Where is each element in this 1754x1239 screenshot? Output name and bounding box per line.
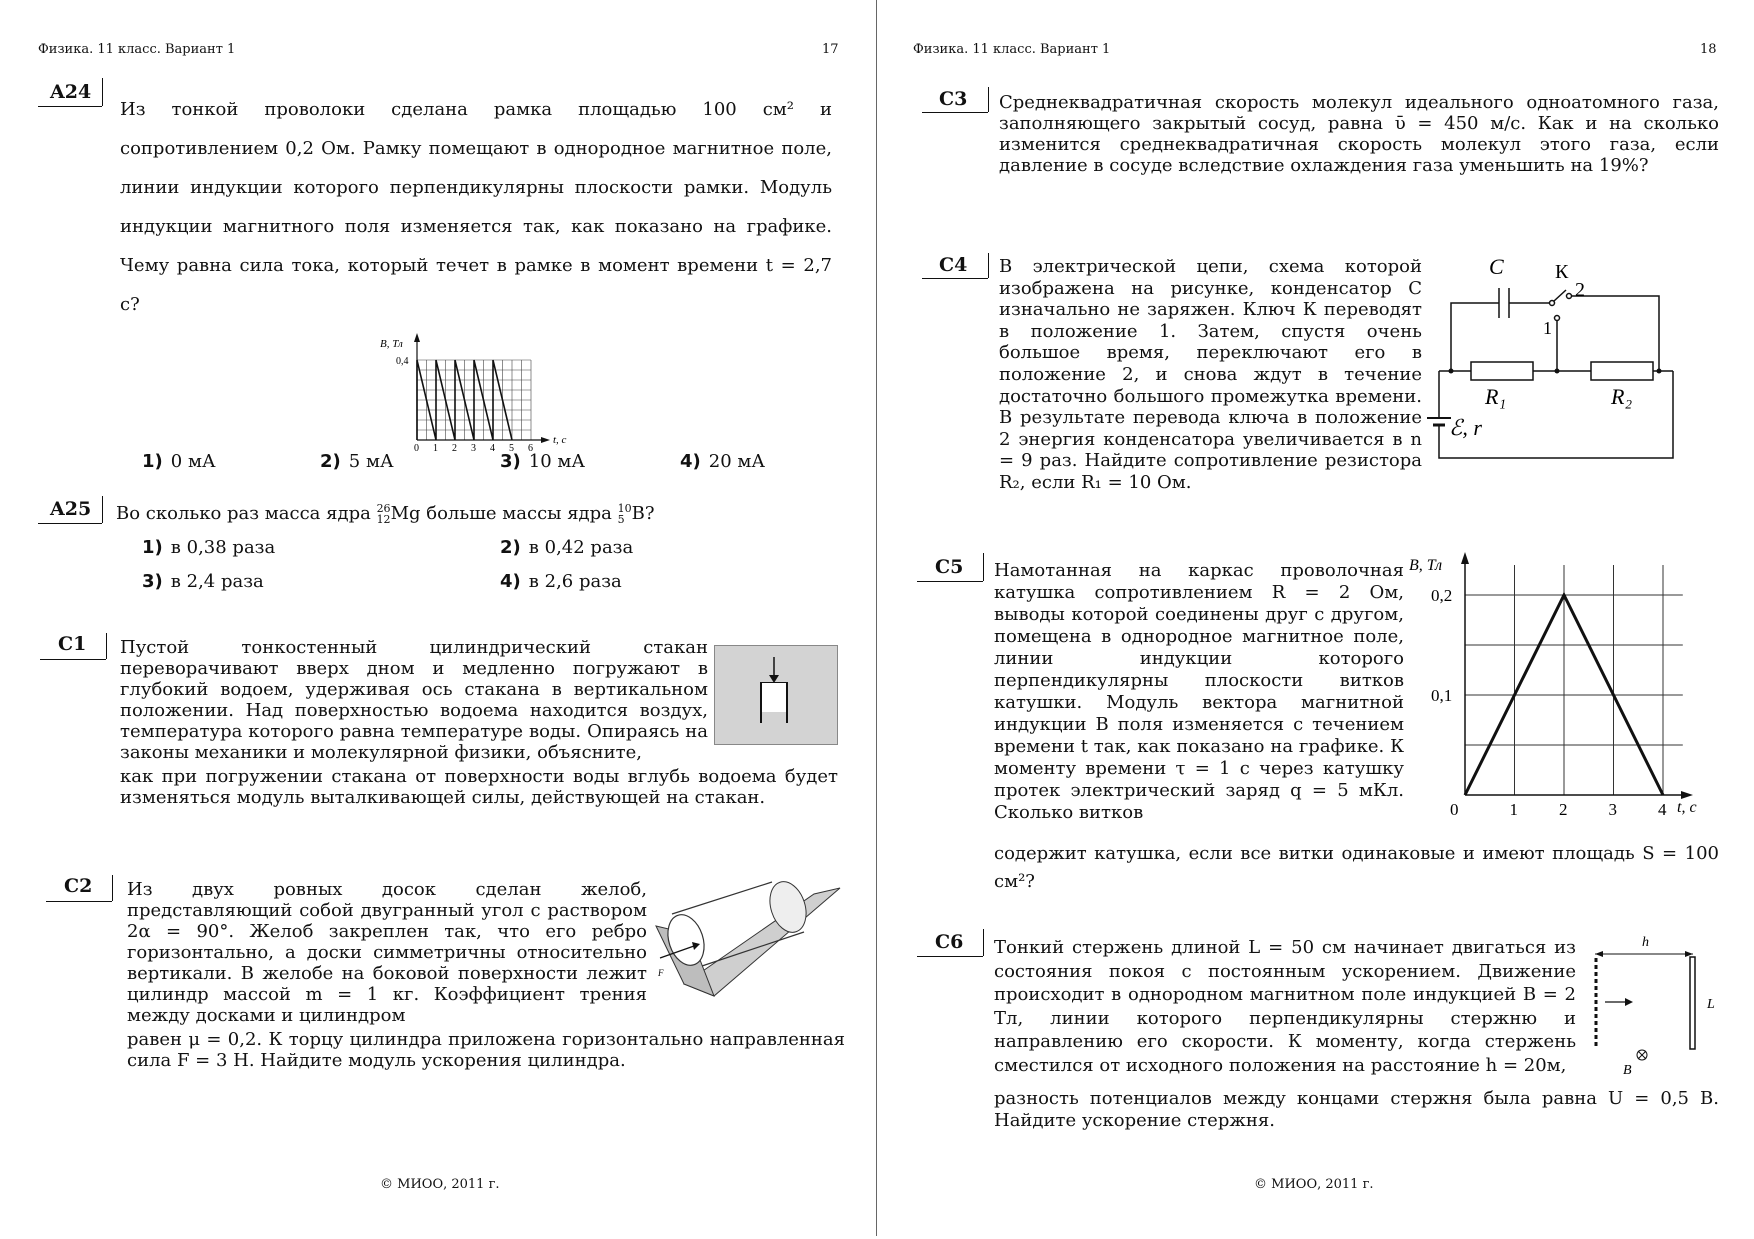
label-bar [106,633,107,659]
length-label: L [1707,997,1715,1012]
y-tick-label: 0,4 [396,356,409,367]
glass-in-water-figure [714,645,838,745]
a24-xlabel: t, с [553,434,567,446]
label-underline [917,581,983,582]
capacitor-label: C [1489,254,1504,279]
y-tick-label: 0,2 [1431,586,1453,605]
option-text: 10 мА [528,451,586,472]
option-number: 1) [142,451,163,472]
question-label: C2 [64,875,93,897]
c5-graph [1405,552,1727,822]
question-text-bottom: равен μ = 0,2. К торцу цилиндра приложена горизонтально направленная сила F = 3 Н. Найдите модуль ускорения цилиндра. [127,1029,845,1071]
x-tick-label: 4 [1658,800,1667,819]
question-text: Из тонкой проволоки сделана рамка площадью 100 см² и сопротивлением 0,2 Ом. Рамку помещают в однородное магнитное поле, линии индукции которого перпендикулярны плоскости рамки. Модуль индукции магнитного поля изменяется так, как показано на графике. Чему равна сила тока, который течет в рамке в момент времени t = 2,7 с? [120,99,832,315]
question-text-top: Тонкий стержень длиной L = 50 см начинает двигаться из состояния покоя с постоянным ускорением. Движение происходит в однородном магнитном поле индукцией B = 2 Тл, линии которого перпендикулярны стержню и направлению его скорости. К моменту, когда стержень сместился от исходного положения на расстояние h = 20м, [994,937,1576,1076]
question-text-top: Пустой тонкостенный цилиндрический стакан переворачивают вверх дном и медленно погружают в глубокий водоем, удерживая ось стакана в вертикальном положении. Над поверхностью водоема находится воздух, температура которого равна температуре воды. Опираясь на законы механики и молекулярной физики, объясните, [120,637,708,763]
option-number: 4) [680,451,701,472]
question-text: В электрической цепи, схема которой изображена на рисунке, конденсатор С изначально не заряжен. Ключ К переводят в положение 1. Затем, спустя очень большое время, переключают его в положение 2, и снова ждут в течение достаточно большого промежутка времени. В результате перевода ключа в положение 2 энергия конденсатора увеличивается в n = 9 раз. Найдите сопротивление резистора R₂, если R₁ = 10 Ом. [999,256,1422,493]
question-text-bottom: как при погружении стакана от поверхности воды вглубь водоема будет изменяться модуль выталкивающей силы, действующей на стакан. [120,766,838,808]
page-number: 18 [1700,42,1717,57]
c5-ylabel: B, Тл [1409,557,1443,574]
y-tick-label: 0,1 [1431,686,1453,705]
label-underline [38,106,102,107]
text-part: Во сколько раз масса ядра [116,503,377,524]
atomic-number: 5 [617,513,625,526]
label-underline [38,523,102,524]
page-footer: © МИОО, 2011 г. [380,1177,500,1192]
option-text: в 0,38 раза [170,537,276,558]
option-4[interactable] [500,571,622,592]
label-underline [917,956,983,957]
option-text: 5 мА [348,451,394,472]
nuclide-indices [377,503,391,525]
x-tick-label: 0 [1450,800,1459,819]
option-text: 0 мА [170,451,216,472]
option-number: 3) [500,451,521,472]
nuclide-indices [618,503,632,525]
option-2[interactable] [320,451,394,472]
question-label: C3 [939,88,968,110]
x-tick-label: 6 [528,443,533,454]
option-number: 1) [142,537,163,558]
label-bar [102,78,103,106]
option-2[interactable] [500,537,633,558]
left-page [0,0,876,1236]
mass-number: 10 [617,502,632,515]
r2-label: R₂ [1611,384,1633,409]
moving-rod-figure [1583,932,1723,1082]
question-label: C6 [935,931,964,953]
label-bar [112,875,113,901]
label-bar [983,929,984,956]
key-label: К [1555,261,1569,283]
option-text: в 2,6 раза [528,571,622,592]
x-tick-label: 1 [1509,800,1518,819]
question-text [116,503,816,525]
x-tick-label: 2 [452,443,457,454]
x-tick-label: 2 [1559,800,1568,819]
key-position-2: 2 [1575,279,1585,301]
circuit-diagram [1425,250,1695,465]
option-3[interactable] [500,451,585,472]
label-bar [988,87,989,112]
x-tick-label: 3 [471,443,476,454]
element-symbol: B [631,503,645,524]
page-number: 17 [822,42,839,57]
option-4[interactable] [680,451,765,472]
option-3[interactable] [142,571,264,592]
a24-graph [370,330,580,454]
option-1[interactable] [142,537,275,558]
mass-number: 26 [376,502,391,515]
question-label: C4 [939,254,968,276]
right-page [877,0,1754,1236]
question-text: Среднеквадратичная скорость молекул идеального одноатомного газа, заполняющего закрытый сосуд, равна ῡ = 450 м/с. Как и на сколько изменится среднеквадратичная скорость молекул этого газа, если давление в сосуде вследствие охлаждения газа уменьшить на 19%? [999,92,1719,176]
element-symbol: Mg [390,503,421,524]
atomic-number: 12 [376,513,391,526]
option-text: в 0,42 раза [528,537,634,558]
x-tick-label: 4 [490,443,495,454]
text-part: больше массы ядра [420,503,618,524]
svg-text:F: F [658,968,664,978]
label-underline [40,659,106,660]
r1-label: R₁ [1485,384,1507,409]
question-label: A25 [50,498,92,520]
label-underline [46,901,112,902]
a24-ylabel: B, Тл [380,338,403,350]
emf-label: ℰ, r [1449,415,1482,440]
option-text: 20 мА [708,451,766,472]
text-part: ? [644,503,655,524]
key-position-1: 1 [1543,318,1552,338]
option-number: 2) [320,451,341,472]
x-tick-label: 1 [433,443,438,454]
question-text-top: Из двух ровных досок сделан желоб, представляющий собой двугранный угол с раствором 2α = 90°. Желоб закреплен так, что его ребро горизонтально, а доски симметричны относительно вертикали. В желобе на боковой поверхности лежит цилиндр массой m = 1 кг. Коэффициент трения между досками и цилиндром [127,879,647,1026]
label-bar [102,496,103,523]
cylinder-in-trough-figure [654,874,844,999]
option-1[interactable] [142,451,216,472]
distance-label: h [1642,935,1649,950]
label-underline [922,112,988,113]
label-bar [983,553,984,581]
question-label: C1 [58,633,87,655]
page-footer: © МИОО, 2011 г. [1254,1177,1374,1192]
question-label: C5 [935,556,964,578]
option-number: 2) [500,537,521,558]
x-tick-label: 5 [509,443,514,454]
question-label: A24 [50,81,92,103]
option-number: 4) [500,571,521,592]
question-text-bottom: разность потенциалов между концами стержня была равна U = 0,5 В. Найдите ускорение стержня. [994,1088,1719,1131]
option-text: в 2,4 раза [170,571,264,592]
question-text-top: Намотанная на каркас проволочная катушка сопротивлением R = 2 Ом, выводы которой соединены друг с другом, помещена в однородное магнитное поле, линии индукции которого перпендикулярны плоскости витков катушки. Модуль вектора магнитной индукции B поля изменяется с течением времени t так, как показано на графике. К моменту времени τ = 1 с через катушку протек электрический заряд q = 5 мКл. Сколько витков [994,560,1404,823]
question-text-bottom: содержит катушка, если все витки одинаковые и имеют площадь S = 100 см²? [994,843,1719,892]
field-label: B⃗ [1623,1063,1643,1078]
c5-xlabel: t, с [1677,799,1697,816]
x-tick-label: 3 [1608,800,1617,819]
x-tick-label: 0 [414,443,419,454]
page-header: Физика. 11 класс. Вариант 1 [913,42,1111,57]
page-header: Физика. 11 класс. Вариант 1 [38,42,236,57]
option-number: 3) [142,571,163,592]
label-underline [922,278,988,279]
label-bar [988,253,989,278]
